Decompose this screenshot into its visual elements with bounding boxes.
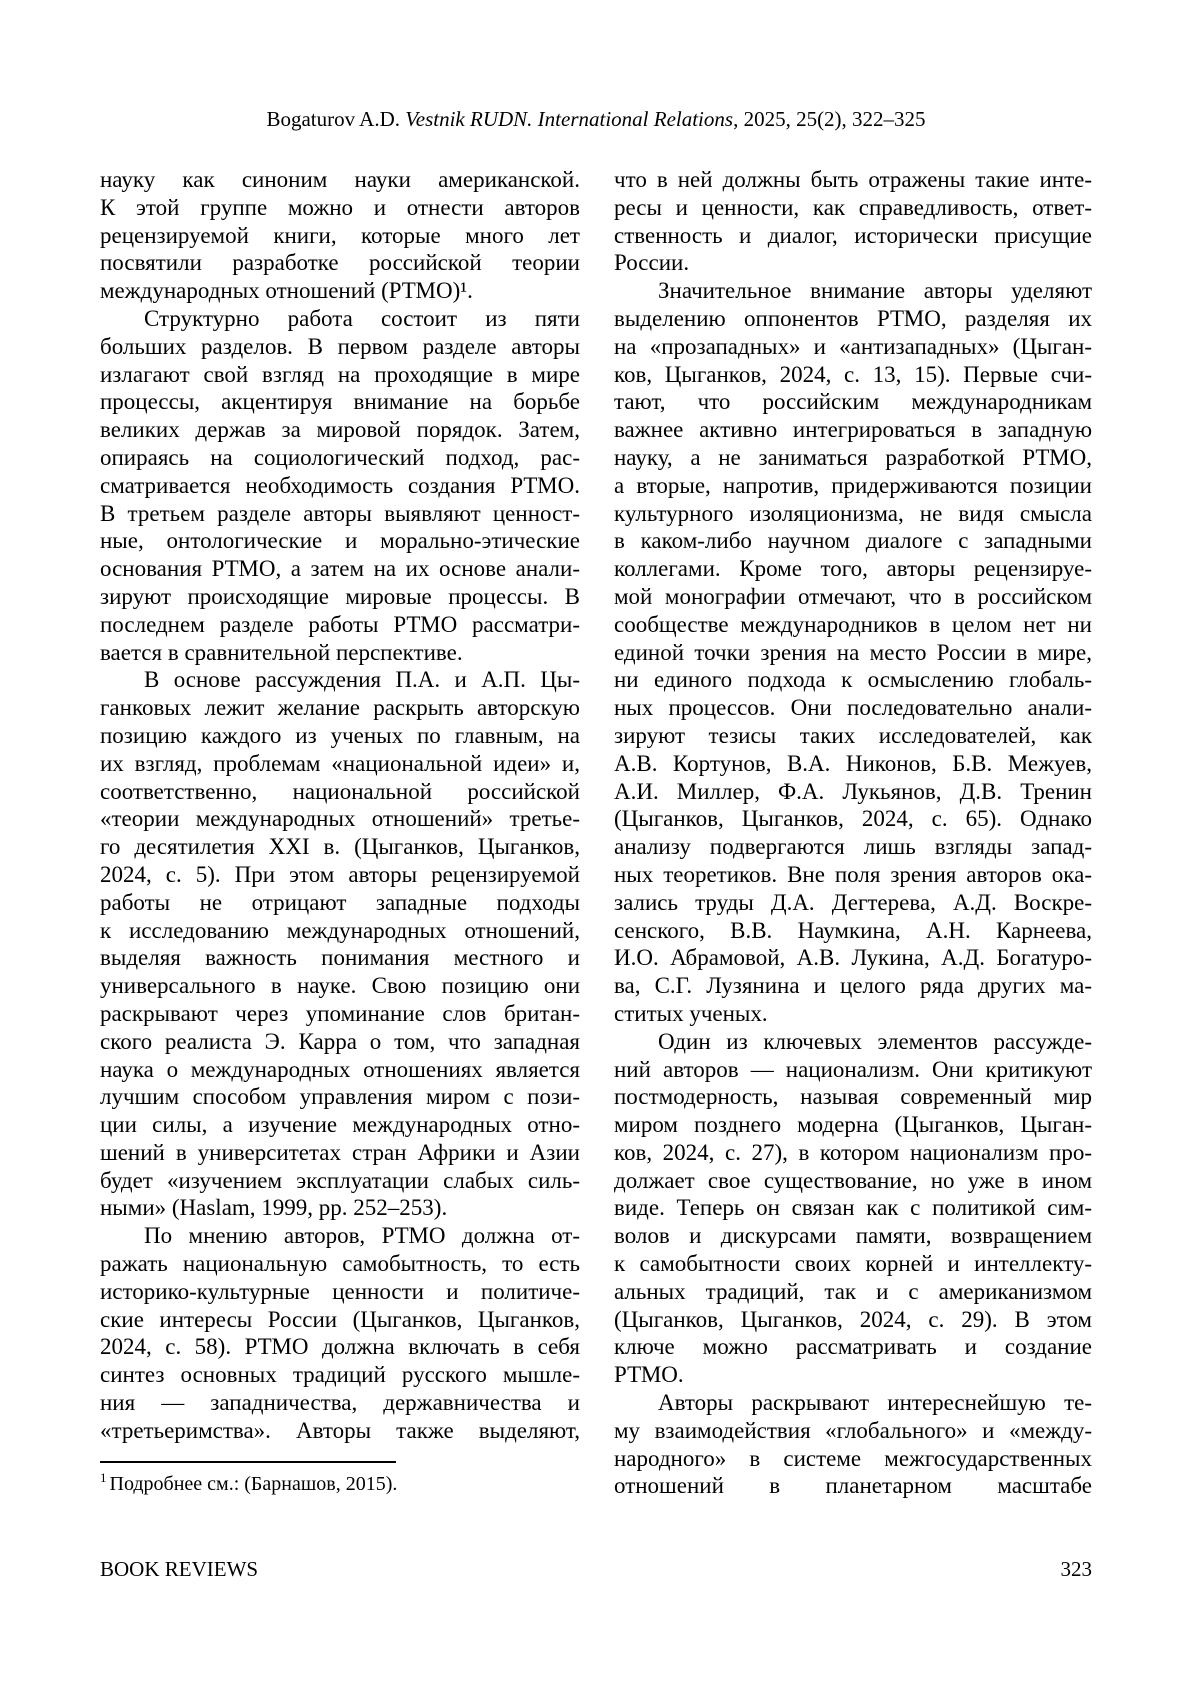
column-right [614, 166, 1092, 1500]
text-line: постмодерность, называя современный мир [614, 1084, 1092, 1110]
text-line: волов и дискурсами памяти, возвращением [614, 1223, 1092, 1249]
text-line: (Цыганков, Цыганков, 2024, с. 65). Однако [614, 806, 1092, 832]
text-line: ний авторов — национализм. Они критикуют [614, 1056, 1092, 1082]
text-line: миром позднего модерна (Цыганков, Цыган- [614, 1112, 1092, 1138]
text-line: позицию каждого из ученых по главным, на [100, 722, 580, 748]
text-line: что в ней должны быть отражены такие инте- [614, 167, 1092, 192]
text-line: отношений в планетарном масштабе [614, 1473, 1092, 1499]
text-line: их взгляд, проблемам «национальной идеи» и, [100, 750, 580, 776]
text-line: ражать национальную самобытность, то есть [100, 1251, 580, 1277]
text-line: к самобытности своих корней и интеллекту- [614, 1251, 1092, 1277]
text-line: процессы, акцентируя внимание на борьбе [100, 389, 580, 415]
text-line: ния — западничества, державничества и [100, 1390, 580, 1416]
text-line: важнее активно интегрироваться в западную [614, 417, 1092, 443]
text-line: народного» в системе межгосударственных [614, 1445, 1092, 1471]
text-line: И.О. Абрамовой, А.В. Лукина, А.Д. Богатуро- [614, 945, 1092, 971]
text-line: коллегами. Кроме того, авторы рецензируе- [614, 556, 1092, 582]
text-line: го десятилетия XXI в. (Цыганков, Цыганков, [100, 834, 580, 860]
text-line: синтез основных традиций русского мышле- [100, 1362, 580, 1388]
text-line: ными» (Haslam, 1999, pp. 252–253). [100, 1195, 448, 1221]
column-left [100, 166, 580, 1500]
text-line: последнем разделе работы РТМО рассматри- [100, 611, 580, 637]
paragraph [100, 666, 580, 1222]
text-line: наука о международных отношениях является [100, 1056, 580, 1082]
text-line: ва, С.Г. Лузянина и целого ряда других ма- [614, 973, 1092, 999]
text-line: ститых ученых. [614, 1000, 768, 1026]
text-line: ганковых лежит желание раскрыть авторскую [100, 695, 580, 721]
footnote-text: Подробнее см.: (Барнашов, 2015). [109, 1472, 398, 1495]
text-line: единой точки зрения на место России в мире, [614, 639, 1092, 665]
text-line: «третьеримства». Авторы также выделяют, [100, 1417, 580, 1443]
text-line: По мнению авторов, РТМО должна от- [144, 1223, 580, 1249]
text-line: великих держав за мировой порядок. Затем, [100, 417, 580, 443]
text-line: мой монографии отмечают, что в российском [614, 583, 1092, 609]
text-line: ции силы, а изучение международных отно- [100, 1112, 580, 1138]
text-line: анализу подвергаются лишь взгляды запад- [614, 834, 1092, 860]
paragraph [614, 1389, 1092, 1500]
text-line: соответственно, национальной российской [100, 778, 580, 804]
text-line: основания РТМО, а затем на их основе анали- [100, 556, 580, 582]
text-line: на «прозападных» и «антизападных» (Цыган- [614, 333, 1092, 359]
text-line: раскрывают через упоминание слов британ- [100, 1000, 580, 1026]
text-line: России. [614, 250, 690, 276]
text-line: зались труды Д.А. Дегтерева, А.Д. Воскре- [614, 889, 1092, 915]
paragraph [614, 166, 1092, 277]
footer-section-label: BOOK REVIEWS [100, 1557, 259, 1581]
text-line: зируют происходящие мировые процессы. В [100, 583, 580, 609]
text-line: зируют тезисы таких исследователей, как [614, 722, 1092, 748]
paragraph [100, 1222, 580, 1444]
text-line: сенского, В.В. Наумкина, А.Н. Карнеева, [614, 917, 1092, 943]
text-line: ресы и ценности, как справедливость, ответ- [614, 194, 1092, 220]
footnote-marker: 1 [100, 1470, 107, 1485]
text-line: сообществе международников в целом нет ни [614, 611, 1092, 637]
text-line: ни единого подхода к осмыслению глобаль- [614, 667, 1092, 693]
text-line: РТМО. [614, 1362, 684, 1388]
text-line: ных процессов. Они последовательно анали- [614, 695, 1092, 721]
text-line: излагают свой взгляд на проходящие в мире [100, 361, 580, 387]
text-line: будет «изучением эксплуатации слабых силь- [100, 1167, 580, 1193]
text-line: работы не отрицают западные подходы [100, 889, 580, 915]
text-line: к исследованию международных отношений, [100, 917, 580, 943]
text-line: К этой группе можно и отнести авторов [100, 194, 580, 220]
text-line: Авторы раскрывают интереснейшую те- [658, 1390, 1092, 1416]
running-head-issue: , 2025, 25(2), 322–325 [733, 107, 926, 131]
text-line: историко-культурные ценности и политиче- [100, 1278, 580, 1304]
text-line: ков, Цыганков, 2024, с. 13, 15). Первые счи- [614, 361, 1092, 387]
text-line: В основе рассуждения П.А. и А.П. Цы- [144, 667, 580, 693]
text-line: альных традиций, так и с американизмом [614, 1278, 1092, 1304]
paragraph [100, 305, 580, 666]
text-line: Один из ключевых элементов рассужде- [658, 1028, 1092, 1054]
text-line: опираясь на социологический подход, рас- [100, 444, 580, 470]
text-line: посвятили разработке российской теории [100, 250, 580, 276]
running-head-author: Bogaturov A.D. [266, 107, 406, 131]
text-line: международных отношений (РТМО)¹. [100, 278, 473, 304]
footnote [100, 1471, 580, 1497]
text-line: вается в сравнительной перспективе. [100, 639, 463, 665]
page-footer [100, 1556, 1092, 1582]
text-line: тают, что российским международникам [614, 389, 1092, 415]
running-head [100, 106, 1092, 132]
text-line: виде. Теперь он связан как с политикой сим- [614, 1195, 1092, 1221]
text-line: Структурно работа состоит из пяти [144, 305, 580, 331]
text-line: науку как синоним науки американской. [100, 167, 580, 192]
text-line: му взаимодействия «глобального» и «между- [614, 1417, 1092, 1443]
article-body [100, 166, 1092, 1500]
text-line: в каком-либо научном диалоге с западными [614, 528, 1092, 554]
text-line: выделению оппонентов РТМО, разделяя их [614, 305, 1092, 331]
text-line: лучшим способом управления миром с пози- [100, 1084, 580, 1110]
page-number: 323 [1060, 1557, 1092, 1581]
text-line: ственность и диалог, исторически присущие [614, 222, 1092, 248]
text-line: ключе можно рассматривать и создание [614, 1334, 1092, 1360]
text-line: сматривается необходимость создания РТМО. [100, 472, 580, 498]
text-line: Значительное внимание авторы уделяют [658, 278, 1092, 304]
text-line: выделяя важность понимания местного и [100, 945, 580, 971]
text-line: «теории международных отношений» третье- [100, 806, 580, 832]
text-line: науку, а не заниматься разработкой РТМО, [614, 444, 1092, 470]
text-line: ков, 2024, с. 27), в котором национализм про- [614, 1139, 1092, 1165]
text-line: должает свое существование, но уже в ином [614, 1167, 1092, 1193]
footnote-divider [100, 1461, 396, 1463]
text-line: а вторые, напротив, придерживаются позиции [614, 472, 1092, 498]
paragraph [100, 166, 580, 305]
text-line: больших разделов. В первом разделе авторы [100, 333, 580, 359]
footnote-block [100, 1461, 580, 1497]
text-line: ных теоретиков. Вне поля зрения авторов ока- [614, 861, 1092, 887]
text-line: А.И. Миллер, Ф.А. Лукьянов, Д.В. Тренин [614, 778, 1092, 804]
paragraph [614, 1028, 1092, 1389]
text-line: ские интересы России (Цыганков, Цыганков, [100, 1306, 580, 1332]
text-line: культурного изоляционизма, не видя смысла [614, 500, 1092, 526]
running-head-journal: Vestnik RUDN. International Relations [405, 107, 734, 131]
text-line: В третьем разделе авторы выявляют ценност- [100, 500, 580, 526]
text-line: ского реалиста Э. Карра о том, что западная [100, 1028, 580, 1054]
text-line: А.В. Кортунов, В.А. Никонов, Б.В. Межуев, [614, 750, 1092, 776]
paragraph [614, 277, 1092, 1028]
text-line: ные, онтологические и морально-этические [100, 528, 580, 554]
text-line: 2024, с. 5). При этом авторы рецензируемой [100, 861, 580, 887]
text-line: 2024, с. 58). РТМО должна включать в себя [100, 1334, 580, 1360]
text-line: шений в университетах стран Африки и Азии [100, 1139, 580, 1165]
text-line: универсального в науке. Свою позицию они [100, 973, 580, 999]
text-line: рецензируемой книги, которые много лет [100, 222, 580, 248]
text-line: (Цыганков, Цыганков, 2024, с. 29). В этом [614, 1306, 1092, 1332]
